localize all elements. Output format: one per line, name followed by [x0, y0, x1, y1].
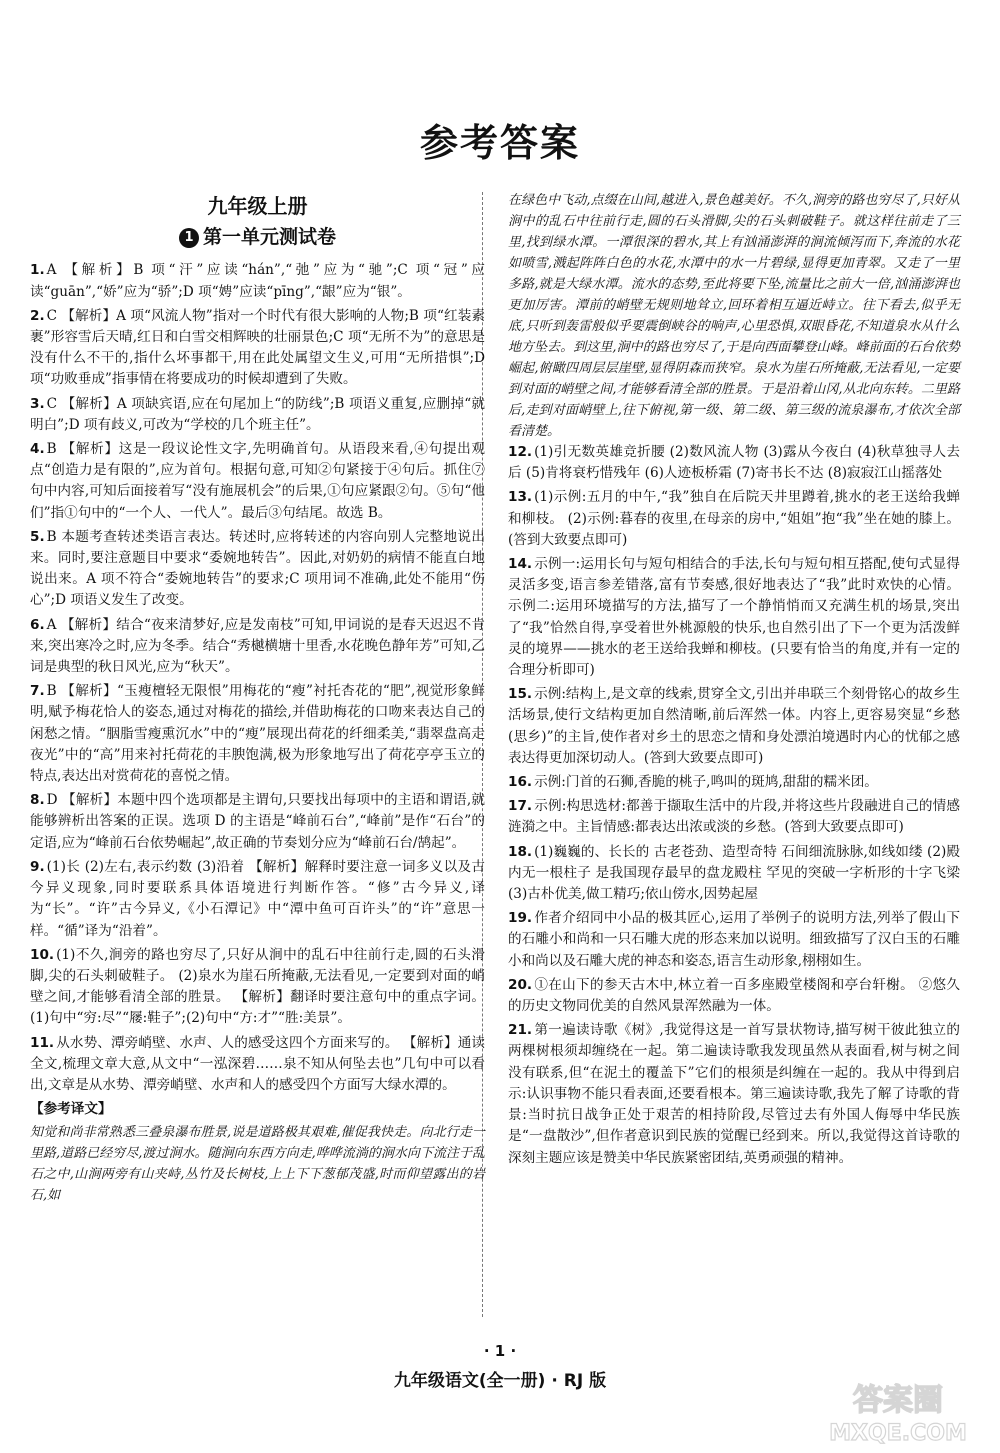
- answer-text: 第一遍读诗歌《树》,我觉得这是一首写景状物诗,描写树干彼此独立的两棵树根须却缠绕在一起。第二遍读诗歌我发现虽然从表面看,树与树之间没有联系,但“在泥土的覆盖下”它们的根须是纠缠在一起的。我从中得到启示:认识事物不能只看表面,还要看根本。第三遍读诗歌,我先了解了诗歌的背景:当时抗日战争正处于艰苦的相持阶段,尽管过去有外国人侮辱中华民族是“一盘散沙”,但作者意识到民族的觉醒已经到来。所以,我觉得这首诗歌的深刻主题应该是赞美中华民族紧密团结,英勇顽强的精神。: [508, 1022, 960, 1166]
- answer-item: [508, 442, 960, 484]
- right-column: [508, 190, 960, 1172]
- page-title: 参考答案: [419, 121, 580, 165]
- answer-number: 19.: [508, 910, 533, 927]
- answer-item: [30, 615, 485, 679]
- answer-text: (1)巍巍的、长长的 古老苍劲、造型奇特 石间细流脉脉,如线如缕 (2)殿内无一根柱子 是我国现存最早的盘龙殿柱 罕见的突破一字析形的十字飞梁 (3)古朴优美,做工精巧;依山傍水,因势起屋: [508, 843, 960, 903]
- answer-item: [508, 908, 960, 972]
- answer-item: [30, 394, 485, 436]
- answer-item: [508, 975, 960, 1017]
- answer-item: [508, 554, 960, 681]
- answer-number: 15.: [508, 686, 533, 703]
- answer-number: 11.: [30, 1034, 55, 1051]
- answer-number: 7.: [30, 683, 45, 700]
- answer-text: (1)示例:五月的中午,“我”独自在后院天井里蹲着,挑水的老王送给我蝉和柳枝。 (2)示例:暮春的夜里,在母亲的房中,“姐姐”抱“我”坐在她的膝上。(答到大致要点即可): [508, 489, 960, 548]
- answer-number: 1.: [30, 262, 45, 279]
- answer-list-left: [30, 260, 485, 1096]
- answer-item: [508, 684, 960, 769]
- unit-title: 第一单元测试卷: [202, 226, 336, 249]
- watermark-text-cn: 答案圈: [853, 1383, 943, 1418]
- page-number: · 1 ·: [483, 1342, 517, 1360]
- answer-text: D 【解析】本题中四个选项都是主谓句,只要找出每项中的主语和谓语,就能够辨析出答案的正误。选项 D 的主语是“峰前石台”,“峰前”是作“石台”的定语,应为“峰前石台依势崛起”,故正确的节奏划分应为“峰前石台/鹄起”。: [30, 792, 485, 851]
- answer-number: 2.: [30, 307, 45, 324]
- book-title-footer: 九年级语文(全一册) · RJ 版: [393, 1371, 607, 1391]
- answer-text: 示例:门首的石狮,香脆的桃子,鸣叫的斑鸠,甜甜的糯米团。: [534, 774, 878, 791]
- answer-text: (1)长 (2)左右,表示约数 (3)沿着 【解析】解释时要注意一词多义以及古今异义现象,同时要联系具体语境进行判断作答。“修”古今异义,译为“长”。“许”古今异义,《小石潭记》中“潭中鱼可百许头”的“许”意思一样。“循”译为“沿着”。: [30, 858, 485, 939]
- answer-number: 13.: [508, 489, 533, 506]
- answer-number: 4.: [30, 441, 45, 458]
- answer-text: 示例:构思选材:都善于撷取生活中的片段,并将这些片段融进自己的情感涟漪之中。主旨情感:都表达出浓或淡的乡愁。(答到大致要点即可): [508, 798, 960, 836]
- answer-text: C 【解析】A 项“风流人物”指对一个时代有很大影响的人物;B 项“红装素裹”形容雪后天晴,红日和白雪交相辉映的壮丽景色;C 项“无所不为”的意思是没有什么不干的,指什么坏事都干,用在此处属望文生义,可用“无所措惧”;D 项“功败垂成”指事情在将要成功的时候却遭到了失败。: [30, 307, 485, 388]
- answer-text: B 【解析】这是一段议论性文字,先明确首句。从语段来看,④句提出观点“创造力是有限的”,应为首句。根据句意,可知②句紧接于④句后。抓住⑦句中内容,可知后面接着写“没有施展机会”的后果,①句应紧跟②句。⑤句“他们”指①句中的“一个人、一代人”。最后③句结尾。故选 B。: [30, 441, 485, 521]
- answer-number: 21.: [508, 1022, 533, 1039]
- answer-number: 6.: [30, 616, 45, 633]
- answer-list-right: [508, 442, 960, 1169]
- answer-number: 8.: [30, 792, 45, 809]
- translation-title: 【参考译文】: [30, 1101, 112, 1118]
- translation-text-left: 知觉和尚非常熟悉三叠泉瀑布胜景,说是道路极其艰难,催促我快走。向北行走一里路,道路已经穷尽,渡过涧水。随涧向东西方向走,哗哗流淌的涧水向下流注于乱石之中,山涧两旁有山夹峙,丛竹及长树枝,上上下下葱郁茂盛,时而仰望露出的岩石,如: [30, 1125, 485, 1204]
- answer-number: 10.: [30, 946, 55, 963]
- answer-item: [30, 527, 485, 612]
- answer-number: 20.: [508, 976, 533, 993]
- answer-text: ①在山下的参天古木中,林立着一百多座殿堂楼阁和亭台轩榭。 ②悠久的历史文物同优美的自然风景浑然融为一体。: [508, 976, 960, 1015]
- answer-text: 示例:结构上,是文章的线索,贯穿全文,引出并串联三个刻骨铭心的故乡生活场景,使行文结构更加自然清晰,前后浑然一体。内容上,更容易突显“乡愁(思乡)”的主旨,使作者对乡土的思恋之情和身处漂泊境遇时内心的忧郁之感表达得更加深切动人。(答到大致要点即可): [508, 686, 960, 766]
- answer-text: 从水势、潭旁峭壁、水声、人的感受这四个方面来写的。 【解析】通读全文,梳理文章大意,从文中“一泓深碧……泉不知从何坠去也”几句中可以看出,文章是从水势、潭旁峭壁、水声和人的感受四个方面写大绿水潭的。: [30, 1034, 485, 1093]
- answer-item: [30, 790, 485, 854]
- answer-item: [30, 439, 485, 524]
- watermark-logo: [808, 1378, 988, 1448]
- answer-item: [30, 306, 485, 391]
- unit-heading: [30, 227, 485, 248]
- answer-item: [30, 681, 485, 787]
- watermark-text-en: MXQE.COM: [829, 1421, 967, 1446]
- answer-text: B 本题考查转述类语言表达。转述时,应将转述的内容向别人完整地说出来。同时,要注意题目中要求“委婉地转告”。因此,对奶奶的病情不能直白地说出来。A 项不符合“委婉地转告”的要求;C 项用词不准确,此处不能用“伤心”;D 项语义发生了改变。: [30, 528, 485, 609]
- answer-number: 17.: [508, 798, 533, 815]
- answer-item: [508, 772, 960, 793]
- answer-text: (1)引无数英雄竞折腰 (2)数风流人物 (3)露从今夜白 (4)秋草独寻人去后 (5)肯将衰朽惜残年 (6)人迹板桥霜 (7)寄书长不达 (8)寂寂江山摇落处: [508, 444, 960, 482]
- answer-text: B 【解析】“玉瘦檀轻无限恨”用梅花的“瘦”衬托杏花的“肥”,视觉形象鲜明,赋予梅花恰人的姿态,通过对梅花的描绘,并借助梅花的口吻来表达自己的闲愁之情。“胭脂雪瘦熏沉水”中的“瘦”展现出荷花的纤细柔美,“翡翠盘高走夜光”中的“高”用来衬托荷花的丰腴饱满,极为形象地写出了荷花亭亭玉立的特点,表达出对赏荷花的喜悦之情。: [30, 683, 485, 785]
- answer-item: [508, 842, 960, 906]
- answer-text: 示例一:运用长句与短句相结合的手法,长句与短句相互搭配,使句式显得灵活多变,语言参差错落,富有节奏感,很好地表达了“我”此时欢快的心情。 示例二:运用环境描写的方法,描写了一个静悄悄而又充满生机的场景,突出了“我”恰然自得,享受着世外桃源般的快乐,也自然引出了下一个更为活泼鲜灵的境界——挑水的老王送给我蝉和柳枝。(只要有恰当的角度,并有一定的合理分析即可): [508, 556, 960, 679]
- answer-number: 14.: [508, 556, 533, 573]
- answer-text: A 【解析】结合“夜来清梦好,应是发南枝”可知,甲词说的是春天迟迟不肯来,突出寒冷之时,应为冬季。结合“秀樾横塘十里香,水花晚色静年芳”可知,乙词是典型的秋日风光,应为“秋天”。: [30, 616, 485, 676]
- left-column: [30, 190, 485, 1206]
- answer-number: 12.: [508, 444, 533, 460]
- answer-number: 3.: [30, 395, 45, 412]
- answer-item: [508, 487, 960, 551]
- answer-number: 18.: [508, 843, 533, 860]
- answer-text: (1)不久,涧旁的路也穷尽了,只好从涧中的乱石中往前行走,圆的石头滑脚,尖的石头刺破鞋子。 (2)泉水为崖石所掩蔽,无法看见,一定要到对面的峭壁之间,才能够看清全部的胜景。 【解析】翻译时要注意句中的重点字词。(1)句中“穷:尽”“屦:鞋子”;(2)句中“方:才”“胜:美景”。: [30, 946, 485, 1027]
- unit-number-badge: 1: [179, 228, 199, 248]
- answer-item: [30, 1033, 485, 1097]
- answer-number: 9.: [30, 858, 45, 875]
- answer-text: A 【解析】B 项“汗”应读“hán”,“弛”应为“驰”;C 项“冠”应读“guān”,“娇”应为“骄”;D 项“娉”应读“pīng”,“龈”应为“银”。: [30, 262, 485, 300]
- answer-item: [508, 1020, 960, 1168]
- answer-item: [30, 260, 485, 302]
- answer-item: [30, 857, 485, 942]
- answer-number: 5.: [30, 528, 45, 545]
- answer-number: 16.: [508, 774, 533, 791]
- answer-item: [30, 945, 485, 1030]
- volume-heading: 九年级上册: [207, 194, 308, 218]
- answer-item: [508, 796, 960, 838]
- answer-text: 作者介绍同中小品的极其匠心,运用了举例子的说明方法,列举了假山下的石雕小和尚和一只石雕大虎的形态来加以说明。细致描写了汉白玉的石雕小和尚以及石雕大虎的神态和姿态,语言生动形象,栩栩如生。: [508, 910, 960, 969]
- translation-text-right: 在绿色中飞动,点缀在山间,越进入,景色越美好。不久,涧旁的路也穷尽了,只好从涧中的乱石中往前行走,圆的石头滑脚,尖的石头刺破鞋子。就这样往前走了三里,找到绿水潭。一潭很深的碧水,其上有汹涌澎湃的涧流倾泻而下,奔流的水花如喷雪,溅起阵阵白色的水花,水潭中的水一片碧绿,显得更加青翠。又走了一里多路,就是大绿水潭。流水的态势,至此将要下坠,流量比之前大一倍,汹涌澎湃也更加厉害。潭前的峭壁无规则地耸立,回环着相互逼近峙立。往下看去,似乎无底,只听到轰雷般似乎要震倒峡谷的响声,心里恐惧,双眼昏花,不知道泉水从什么地方坠去。到这里,涧中的路也穷尽了,于是向西面攀登山峰。峰前面的石台依势崛起,俯瞰四周层层崖壁,显得阴森而狭窄。泉水为崖石所掩蔽,无法看见,一定要到对面的峭壁之间,才能够看清全部的胜景。于是沿着山冈,从北向东转。二里路后,走到对面峭壁上,往下俯视,第一级、第二级、第三级的流泉瀑布,才依次全部看清楚。: [508, 193, 960, 439]
- answer-text: C 【解析】A 项缺宾语,应在句尾加上“的防线”;B 项语义重复,应删掉“就明白”;D 项有歧义,可改为“学校的几个班主任”。: [30, 395, 485, 433]
